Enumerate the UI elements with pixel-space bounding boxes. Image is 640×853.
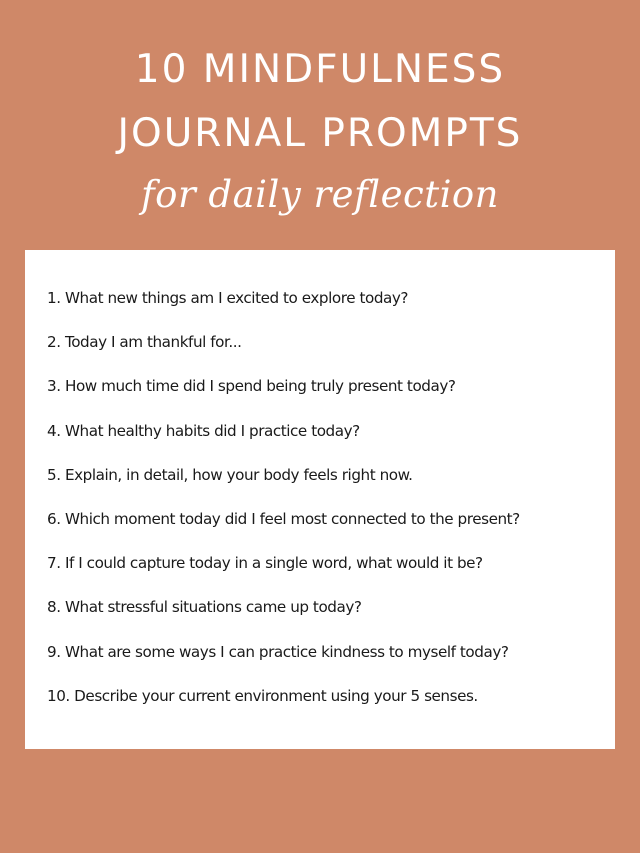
prompt-item-5: 5. Explain, in detail, how your body feels right now.: [47, 465, 413, 484]
prompt-item-4: 4. What healthy habits did I practice today?: [47, 421, 360, 440]
prompt-item-7: 7. If I could capture today in a single word, what would it be?: [47, 554, 483, 573]
page-subtitle: for daily reflection: [140, 173, 500, 216]
page-title-line-2: JOURNAL PROMPTS: [117, 111, 523, 156]
prompt-item-10: 10. Describe your current environment using your 5 senses.: [47, 686, 478, 705]
prompt-list: [47, 287, 607, 729]
prompt-item-8: 8. What stressful situations came up today?: [47, 598, 362, 617]
prompt-item-3: 3. How much time did I spend being truly present today?: [47, 377, 456, 396]
prompts-card: [25, 250, 615, 749]
prompt-item-1: 1. What new things am I excited to explore today?: [47, 289, 409, 307]
prompt-item-2: 2. Today I am thankful for...: [47, 333, 242, 352]
page-title-line-1: 10 MINDFULNESS: [134, 47, 506, 92]
prompt-item-9: 9. What are some ways I can practice kindness to myself today?: [47, 642, 509, 661]
prompt-item-6: 6. Which moment today did I feel most connected to the present?: [47, 509, 520, 528]
